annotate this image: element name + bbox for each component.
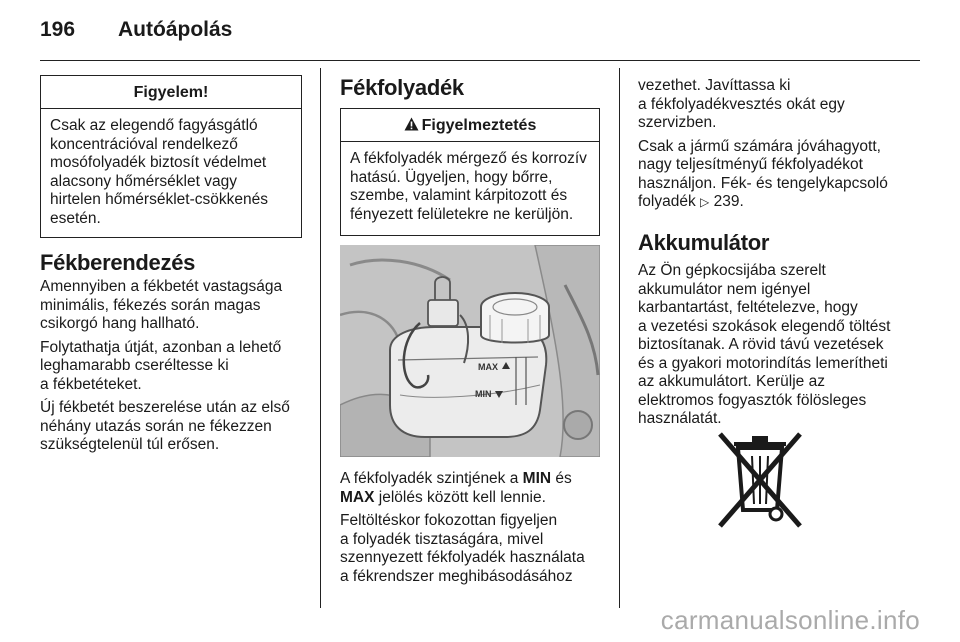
text-line: Csak a jármű számára jóváhagyott, — [638, 137, 881, 155]
notice-box — [40, 75, 302, 238]
watermark: carmanualsonline.info — [660, 605, 920, 635]
page-reference-arrow-icon: ▷ — [700, 195, 710, 209]
text-line: Az Ön gépkocsijába szerelt — [638, 262, 826, 279]
section-heading-brakes: Fékberendezés — [40, 250, 196, 275]
text-line: biztosítanak. A rövid távú vezetések — [638, 336, 884, 353]
min-label: MIN — [522, 470, 552, 487]
notice-heading: Figyelem! — [41, 76, 301, 109]
text-line: akkumulátor nem igényel — [638, 280, 811, 298]
warning-text — [341, 142, 599, 224]
text-line: karbantartást, feltételezve, hogy — [638, 299, 858, 316]
section-heading-battery: Akkumulátor — [638, 230, 770, 255]
text-line: a fékrendszer meghibásodásához — [340, 567, 573, 585]
text-line: a folyadék tisztaságára, mivel — [340, 530, 544, 548]
notice-line: Csak az elegendő fagyásgátló — [50, 117, 258, 134]
text-line: használjon. Fék- és tengelykapcsoló — [638, 174, 888, 192]
text-line: csikorgó hang hallható. — [40, 315, 200, 332]
max-mark-label: MAX — [478, 362, 498, 372]
brakes-text — [40, 278, 310, 460]
warning-line: szembe, valamint kárpitozott és — [350, 187, 568, 204]
page-title: Autóápolás — [118, 18, 233, 41]
continued-text — [638, 77, 928, 217]
text-run: A fékfolyadék szintjének a — [340, 470, 523, 487]
text-line: szennyezett fékfolyadék használata — [340, 549, 585, 566]
text-run: jelölés között kell lennie. — [374, 488, 546, 506]
brakes-paragraph — [40, 399, 310, 455]
text-line: Feltöltéskor fokozottan figyeljen — [340, 512, 558, 529]
text-line: szükségtelenül túl erősen. — [40, 436, 220, 453]
warning-box — [340, 108, 600, 236]
min-mark-label: MIN — [475, 389, 492, 399]
text-line: használatát. — [638, 410, 722, 427]
text-run: és — [551, 470, 572, 487]
crossed-out-wheelie-bin-icon — [710, 428, 810, 534]
brakes-paragraph — [40, 339, 310, 395]
brakes-paragraph — [40, 278, 310, 334]
notice-text — [41, 109, 301, 228]
notice-line: koncentrációval rendelkező — [50, 135, 238, 153]
warning-line: A fékfolyadék mérgező és korrozív — [350, 150, 587, 167]
warning-triangle-icon — [404, 117, 419, 131]
notice-line: esetén. — [50, 209, 101, 227]
text-line: leghamarabb cseréltesse ki — [40, 357, 229, 374]
battery-text — [638, 262, 933, 429]
text-line: a vezetési szokások elegendő töltést — [638, 317, 891, 335]
refill-paragraph — [340, 512, 605, 586]
header-rule — [40, 60, 920, 61]
text-line: minimális, fékezés során magas — [40, 296, 261, 314]
brake-fluid-reservoir-illustration — [340, 245, 600, 457]
brake-fluid-text — [340, 470, 605, 591]
text-run: folyadék — [638, 193, 701, 210]
text-line: elektromos fogyasztók fölösleges — [638, 391, 867, 409]
column-divider-left — [320, 68, 321, 608]
text-line: szervizben. — [638, 114, 717, 131]
max-label: MAX — [340, 488, 375, 506]
text-line: a fékbetéteket. — [40, 375, 142, 393]
fluid-level-paragraph — [340, 470, 605, 507]
warning-line: fényezett felületekre ne kerüljön. — [350, 205, 574, 223]
column-divider-right — [619, 68, 620, 608]
text-line: néhány utazás során ne fékezzen — [40, 417, 272, 435]
notice-line: mosófolyadék biztosít védelmet — [50, 154, 267, 171]
continued-paragraph — [638, 77, 928, 133]
text-line: a fékfolyadékvesztés okát egy — [638, 95, 845, 113]
page-reference-link[interactable]: 239. — [709, 193, 744, 210]
text-line: nagy teljesítményű fékfolyadékot — [638, 156, 863, 173]
text-line: az akkumulátort. Kerülje az — [638, 373, 825, 390]
page-number: 196 — [40, 18, 76, 41]
text-line: Folytathatja útját, azonban a lehető — [40, 338, 282, 356]
text-line: és a gyakori motorindítás lemerítheti — [638, 354, 888, 372]
text-line: Amennyiben a fékbetét vastagsága — [40, 278, 283, 295]
text-line: Új fékbetét beszerelése után az első — [40, 399, 290, 416]
notice-line: alacsony hőmérséklet vagy — [50, 172, 237, 190]
warning-heading-label: Figyelmeztetés — [421, 117, 537, 134]
approved-fluid-paragraph — [638, 138, 928, 212]
section-heading-brake-fluid: Fékfolyadék — [340, 75, 464, 100]
warning-line: hatású. Ügyeljen, hogy bőrre, — [350, 168, 553, 186]
text-line: vezethet. Javíttassa ki — [638, 77, 791, 94]
notice-line: hirtelen hőmérséklet-csökkenés — [50, 191, 268, 208]
warning-heading — [341, 109, 599, 142]
